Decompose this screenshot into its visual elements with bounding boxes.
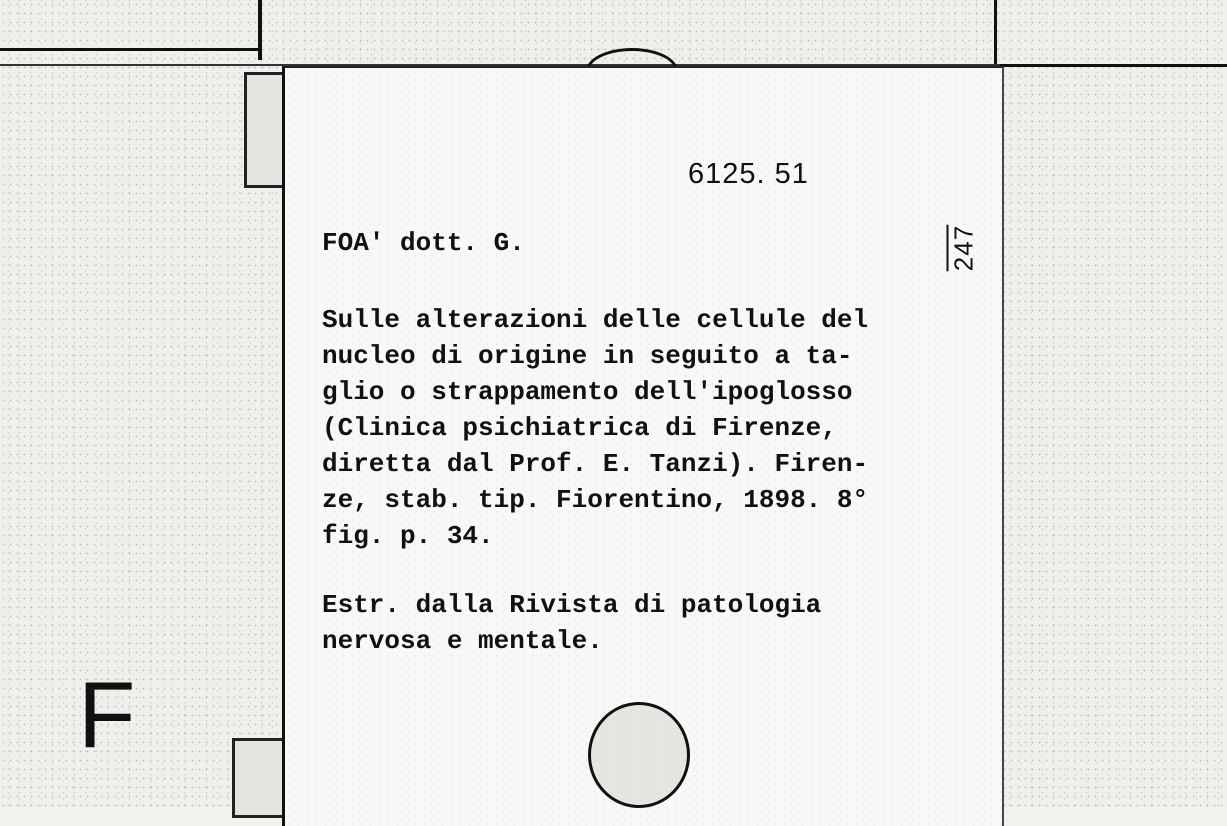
- bottom-punch-hole: [588, 702, 690, 808]
- title-line: nucleo di origine in seguito a ta-: [322, 341, 853, 371]
- title-line: fig. p. 34.: [322, 521, 494, 551]
- side-number: 247: [948, 224, 979, 272]
- top-left-card-edge: [0, 48, 262, 51]
- title-line: ze, stab. tip. Fiorentino, 1898. 8°: [322, 485, 869, 515]
- title-line: Sulle alterazioni delle cellule del: [322, 305, 869, 335]
- top-right-card-edge: [1000, 64, 1227, 67]
- note-line: nervosa e mentale.: [322, 626, 603, 656]
- title-entry: [322, 302, 868, 554]
- drawer-letter: F: [78, 662, 136, 767]
- title-line: diretta dal Prof. E. Tanzi). Firen-: [322, 449, 869, 479]
- upper-left-vertical-edge: [258, 0, 262, 60]
- shelfmark: 6125. 51: [688, 158, 809, 190]
- extract-note: [322, 587, 821, 659]
- note-line: Estr. dalla Rivista di patologia: [322, 590, 822, 620]
- title-line: glio o strappamento dell'ipoglosso: [322, 377, 853, 407]
- title-line: (Clinica psichiatrica di Firenze,: [322, 413, 837, 443]
- author-heading: FOA' dott. G.: [322, 228, 525, 258]
- upper-right-vertical-edge: [994, 0, 997, 64]
